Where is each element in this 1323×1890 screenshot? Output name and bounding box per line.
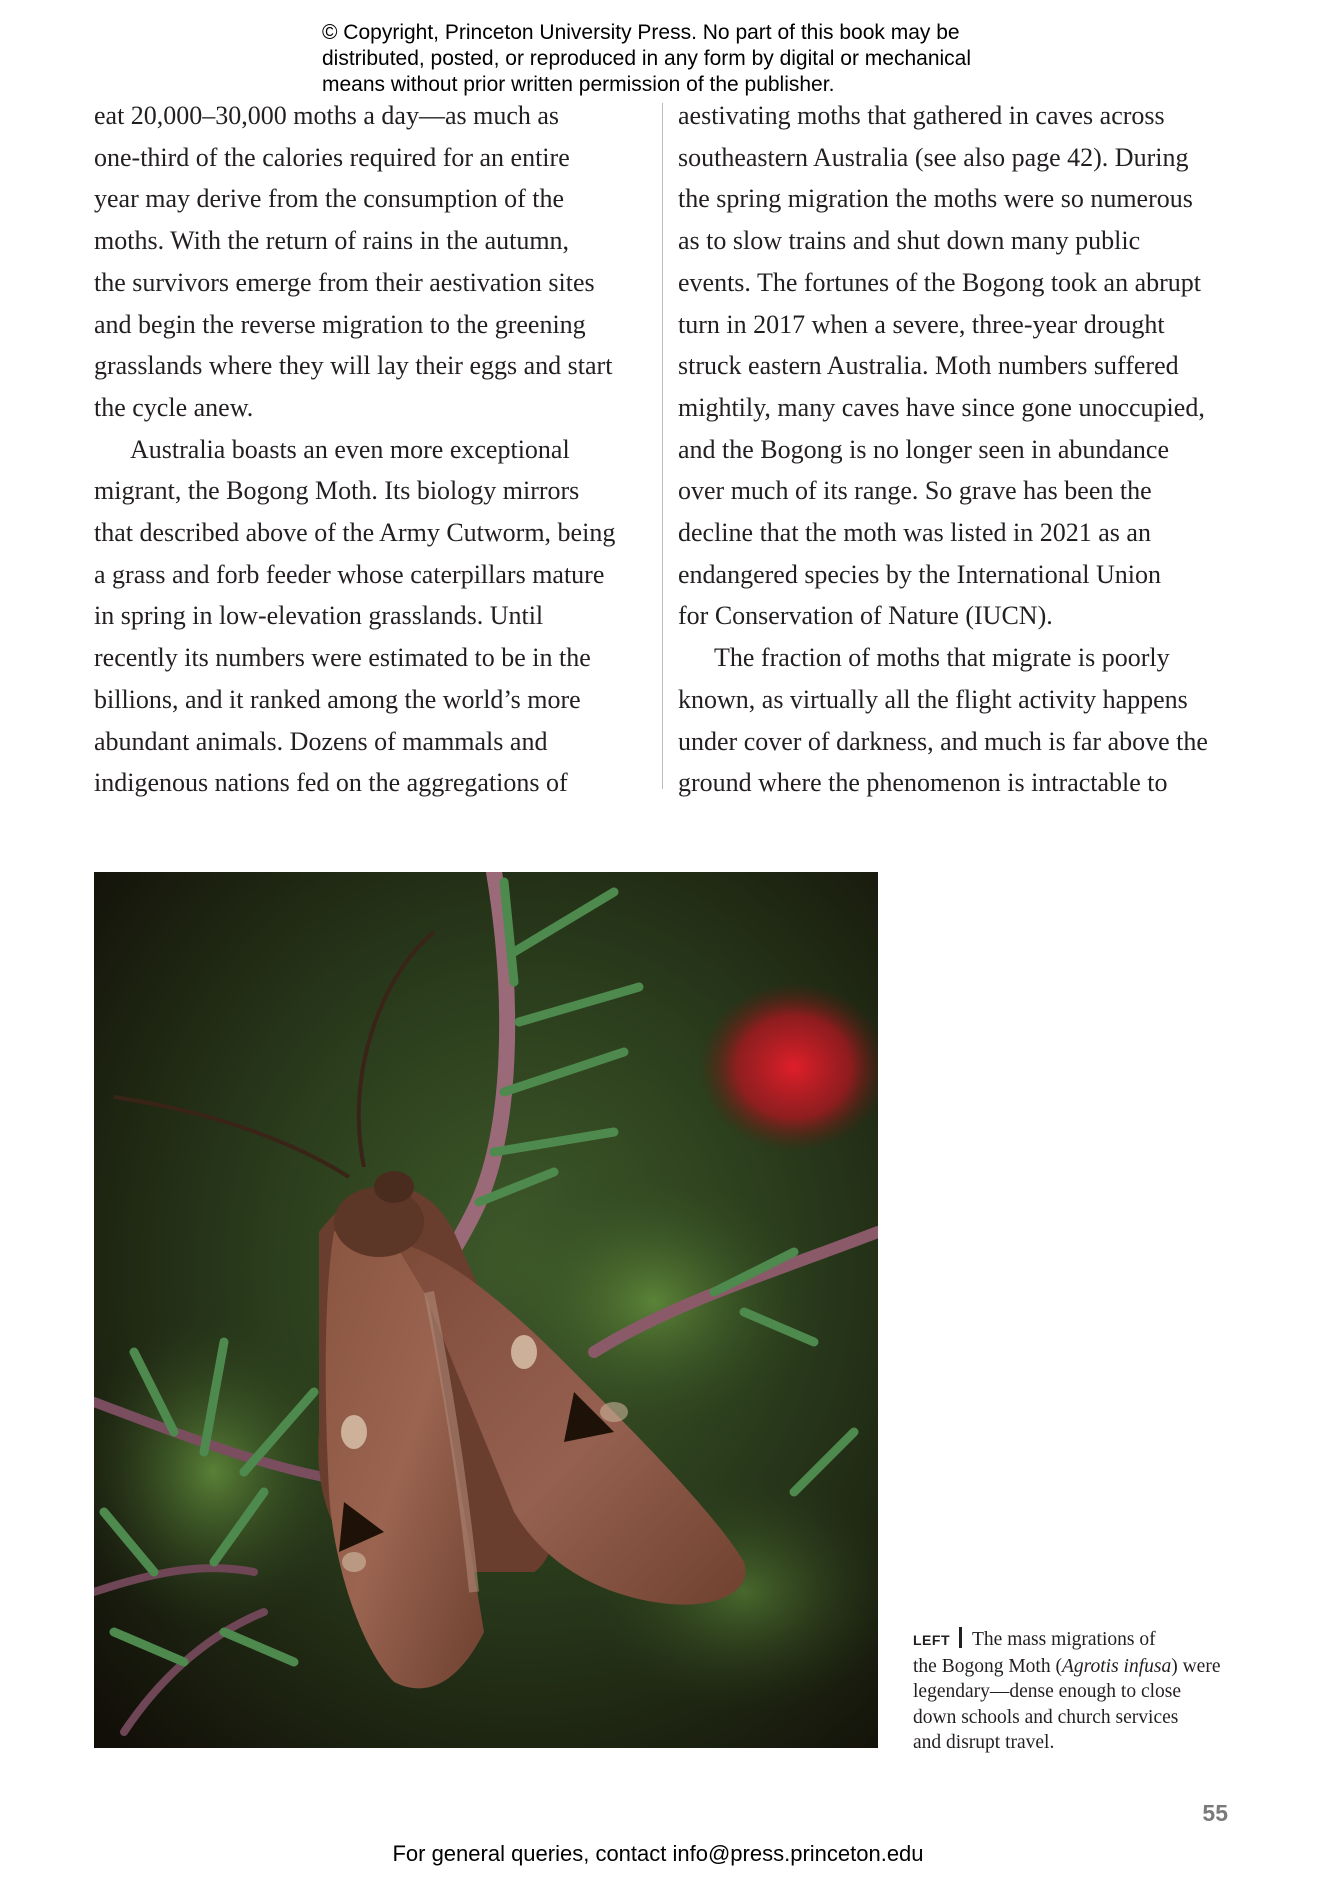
text-line: year may derive from the consumption of the (94, 184, 565, 214)
text-line: abundant animals. Dozens of mammals and (94, 726, 548, 756)
text-line: one-third of the calories required for an entire (94, 142, 570, 172)
text-line: for Conservation of Nature (IUCN). (678, 601, 1053, 631)
copyright-line: distributed, posted, or reproduced in any form by digital or mechanical (322, 47, 972, 70)
body-text-right-column (678, 95, 1238, 804)
text-line: the spring migration the moths were so numerous (678, 184, 1193, 214)
caption-line (913, 1654, 1243, 1680)
text-line: mightily, many caves have since gone unoccupied, (678, 392, 1205, 422)
photo-caption (913, 1627, 1243, 1756)
footer-contact: For general queries, contact info@press.princeton.edu (392, 1841, 924, 1866)
column-divider (662, 103, 663, 789)
caption-text: the Bogong Moth ( (913, 1655, 1062, 1677)
text-line: Australia boasts an even more exceptional (130, 434, 570, 464)
text-line: moths. With the return of rains in the autumn, (94, 226, 570, 256)
text-line: ground where the phenomenon is intractable to (678, 768, 1168, 798)
caption-line: legendary—dense enough to close (913, 1681, 1182, 1702)
text-line: events. The fortunes of the Bogong took an abrupt (678, 267, 1202, 297)
text-line: billions, and it ranked among the world’s more (94, 684, 581, 714)
page-number: 55 (1202, 1800, 1228, 1826)
caption-species-name: Agrotis infusa (1061, 1655, 1172, 1677)
caption-label: LEFT (913, 1632, 950, 1648)
text-line: the survivors emerge from their aestivation sites (94, 267, 595, 297)
text-line: in spring in low-elevation grasslands. Until (94, 601, 544, 631)
copyright-line: means without prior written permission of the publisher. (322, 73, 835, 96)
text-line: grasslands where they will lay their eggs and start (94, 351, 613, 381)
caption-divider-bar (959, 1627, 962, 1648)
text-line: the cycle anew. (94, 392, 254, 422)
body-text-left-column (94, 95, 654, 804)
text-line: over much of its range. So grave has been the (678, 476, 1152, 506)
text-line: endangered species by the International Union (678, 559, 1161, 589)
text-line: under cover of darkness, and much is far above the (678, 726, 1208, 756)
text-line: recently its numbers were estimated to be in the (94, 643, 591, 673)
text-line: and begin the reverse migration to the greening (94, 309, 586, 339)
caption-text: ) were (1171, 1655, 1221, 1677)
copyright-line: © Copyright, Princeton University Press. No part of this book may be (322, 21, 960, 44)
text-line: The fraction of moths that migrate is poorly (714, 643, 1170, 673)
caption-text: The mass migrations of (972, 1629, 1156, 1650)
text-line: known, as virtually all the flight activity happens (678, 684, 1188, 714)
text-line: eat 20,000–30,000 moths a day—as much as (94, 101, 560, 130)
copyright-notice (322, 20, 1042, 98)
text-line: and the Bogong is no longer seen in abundance (678, 434, 1169, 464)
text-line: migrant, the Bogong Moth. Its biology mirrors (94, 476, 580, 506)
text-line: southeastern Australia (see also page 42). During (678, 142, 1189, 172)
text-line: turn in 2017 when a severe, three-year drought (678, 309, 1165, 339)
caption-line: and disrupt travel. (913, 1732, 1055, 1753)
bogong-moth-photo (94, 872, 878, 1748)
text-line: as to slow trains and shut down many public (678, 226, 1141, 256)
text-line: decline that the moth was listed in 2021 as an (678, 518, 1151, 548)
text-line: a grass and forb feeder whose caterpillars mature (94, 559, 605, 589)
text-line: aestivating moths that gathered in caves across (678, 101, 1165, 130)
text-line: that described above of the Army Cutworm, being (94, 518, 616, 548)
text-line: indigenous nations fed on the aggregations of (94, 768, 568, 798)
caption-line (913, 1627, 1243, 1654)
text-line: struck eastern Australia. Moth numbers suffered (678, 351, 1179, 381)
caption-line: down schools and church services (913, 1706, 1179, 1728)
